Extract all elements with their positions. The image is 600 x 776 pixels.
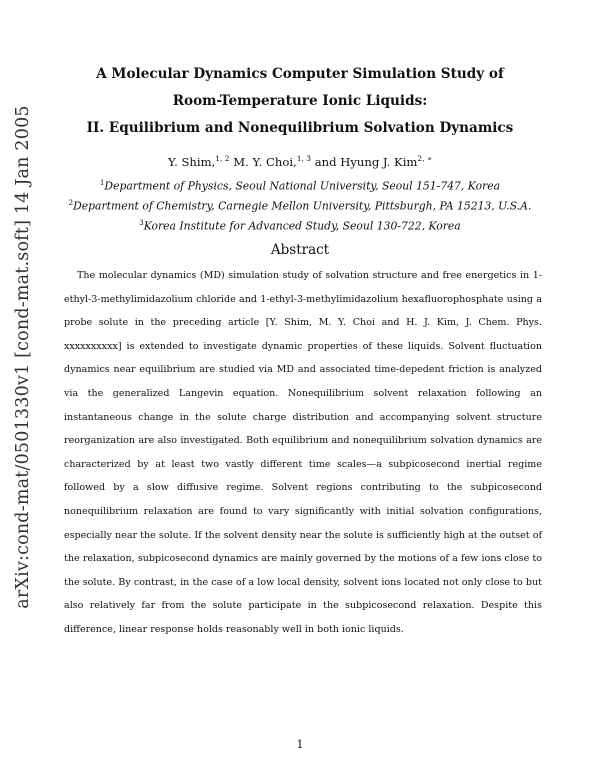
affiliation-mark: 2 (68, 199, 74, 207)
affiliation-1 (0, 179, 600, 193)
abstract-paragraph (64, 264, 542, 642)
paper-title-line-3: II. Equilibrium and Nonequilibrium Solvation Dynamics (86, 120, 514, 136)
author-name: Y. Shim, (167, 154, 216, 169)
affiliation-mark: 1 (99, 179, 105, 187)
author-list (0, 154, 600, 169)
affiliation-text: Department of Chemistry, Carnegie Mellon University, Pittsburgh, PA 15213, U.S.A. (73, 199, 532, 213)
author-affiliation-mark: 1, 2 (215, 154, 230, 163)
affiliation-text: Department of Physics, Seoul National University, Seoul 151-747, Korea (104, 179, 501, 193)
affiliation-text: Korea Institute for Advanced Study, Seoul 130-722, Korea (143, 219, 461, 233)
affiliation-3 (0, 219, 600, 233)
paper-title-line-1: A Molecular Dynamics Computer Simulation Study of (96, 66, 504, 82)
author-affiliation-mark: 1, 3 (296, 154, 312, 163)
affiliation-mark: 3 (139, 219, 144, 227)
abstract-heading: Abstract (270, 242, 330, 258)
page-number: 1 (296, 738, 304, 751)
author-name: M. Y. Choi, (233, 154, 297, 169)
arxiv-identifier: arXiv:cond-mat/0501330v1 [cond-mat.soft] 14 Jan 2005 (13, 105, 33, 609)
author-affiliation-mark: 2, ∗ (417, 154, 433, 163)
paper-title-line-2: Room-Temperature Ionic Liquids: (172, 93, 428, 109)
affiliation-2 (0, 199, 600, 213)
abstract-text: The molecular dynamics (MD) simulation study of solvation structure and free energetics in 1-ethyl-3-methylimidazolium chloride and 1-ethyl-3-methylimidazolium hexafluorophosphate using a probe solute in the preceding article [Y. Shim, M. Y. Choi and H. J. Kim, J. Chem. Phys. xxxxxxxxxx] is extended to investigate dynamic properties of these liquids. Solvent fluctuation dynamics near equilibrium are studied via MD and associated time-depedent friction is analyzed via the generalized Langevin equation. Nonequilibrium solvent relaxation following an instantaneous change in the solute charge distribution and accompanying solvent structure reorganization are also investigated. Both equilibrium and nonequilibrium solvation dynamics are characterized by at least two vastly different time scales—a subpicosecond inertial regime followed by a slow diffusive regime. Solvent regions contributing to the subpicosecond nonequilibrium relaxation are found to vary significantly with initial solvation configurations, especially near the solute. If the solvent density near the solute is sufficiently high at the outset of the relaxation, subpicosecond dynamics are mainly governed by the motions of a few ions close to the solute. By contrast, in the case of a low local density, solvent ions located not only close to but also relatively far from the solute participate in the subpicosecond relaxation. Despite this difference, linear response holds reasonably well in both ionic liquids. (64, 270, 542, 635)
author-name: and Hyung J. Kim (314, 154, 418, 169)
